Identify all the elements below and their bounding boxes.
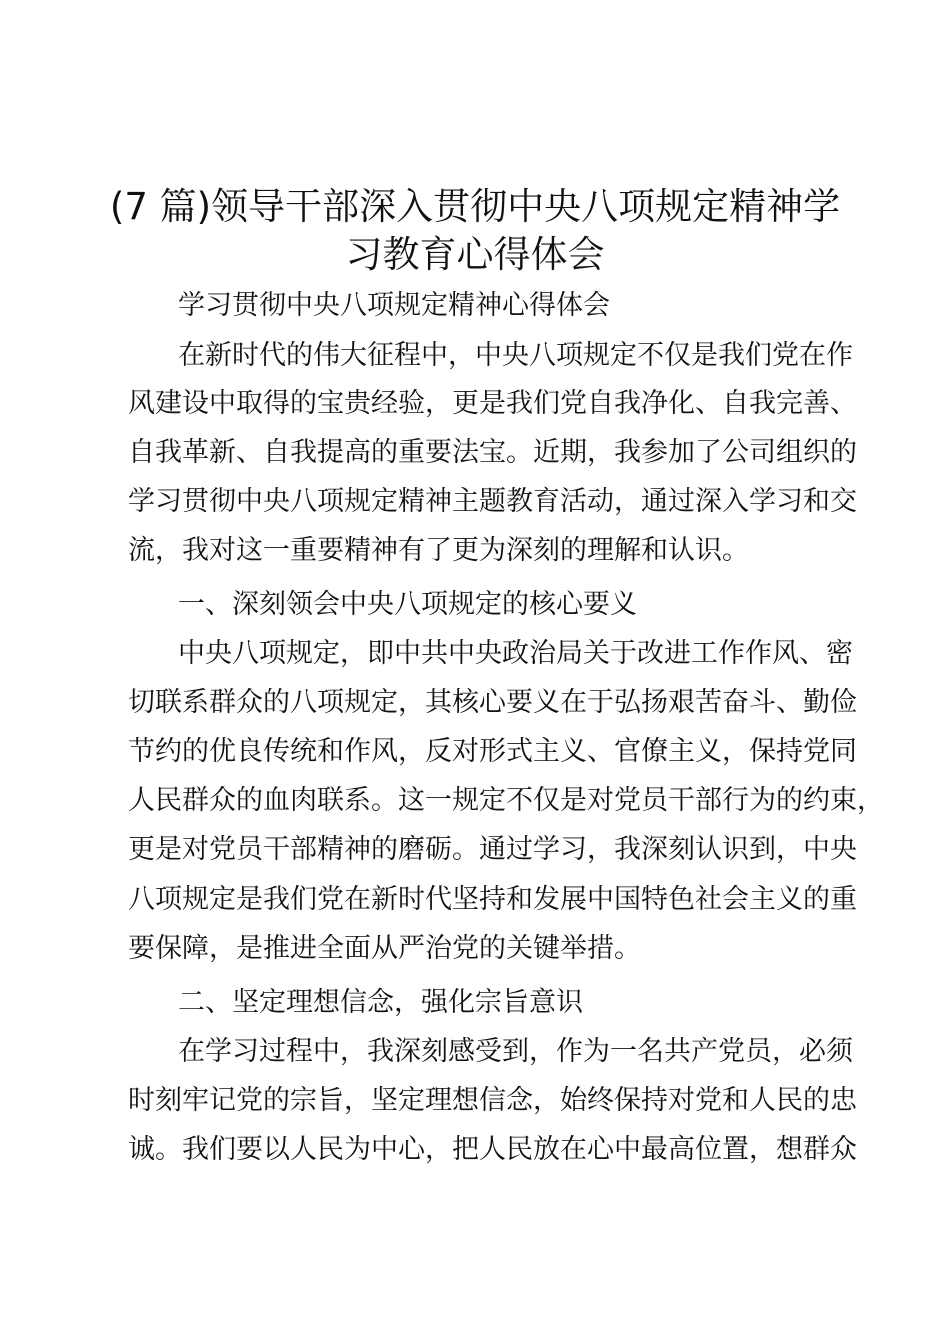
paragraph-line: 更是对党员干部精神的磨砺。通过学习，我深刻认识到，中央 — [128, 834, 857, 865]
section-heading: 二、坚定理想信念，强化宗旨意识 — [178, 987, 583, 1018]
paragraph-line: 诚。我们要以人民为中心，把人民放在心中最高位置，想群众 — [128, 1134, 857, 1165]
paragraph-line: 风建设中取得的宝贵经验，更是我们党自我净化、自我完善、 — [128, 388, 857, 419]
section-heading: 一、深刻领会中央八项规定的核心要义 — [178, 589, 637, 620]
document-title-line-1: (7 篇)领导干部深入贯彻中央八项规定精神学 — [109, 185, 841, 228]
paragraph-line: 人民群众的血肉联系。这一规定不仅是对党员干部行为的约束， — [128, 785, 884, 816]
paragraph-line: 八项规定是我们党在新时代坚持和发展中国特色社会主义的重 — [128, 884, 857, 915]
paragraph-line: 切联系群众的八项规定，其核心要义在于弘扬艰苦奋斗、勤俭 — [128, 687, 857, 718]
document-subtitle: 学习贯彻中央八项规定精神心得体会 — [178, 290, 610, 321]
paragraph-line: 学习贯彻中央八项规定精神主题教育活动，通过深入学习和交 — [128, 486, 857, 517]
paragraph-line: 中央八项规定，即中共中央政治局关于改进工作作风、密 — [178, 638, 853, 669]
paragraph-line: 自我革新、自我提高的重要法宝。近期，我参加了公司组织的 — [128, 437, 857, 468]
document-title-line-2: 习教育心得体会 — [345, 233, 605, 276]
paragraph-line: 时刻牢记党的宗旨，坚定理想信念，始终保持对党和人民的忠 — [128, 1085, 857, 1116]
paragraph-line: 流，我对这一重要精神有了更为深刻的理解和认识。 — [128, 535, 749, 566]
paragraph-line: 节约的优良传统和作风，反对形式主义、官僚主义，保持党同 — [128, 736, 857, 767]
paragraph-line: 在新时代的伟大征程中，中央八项规定不仅是我们党在作 — [178, 340, 853, 371]
paragraph-line: 在学习过程中，我深刻感受到，作为一名共产党员，必须 — [178, 1036, 853, 1067]
paragraph-line: 要保障，是推进全面从严治党的关键举措。 — [128, 933, 641, 964]
